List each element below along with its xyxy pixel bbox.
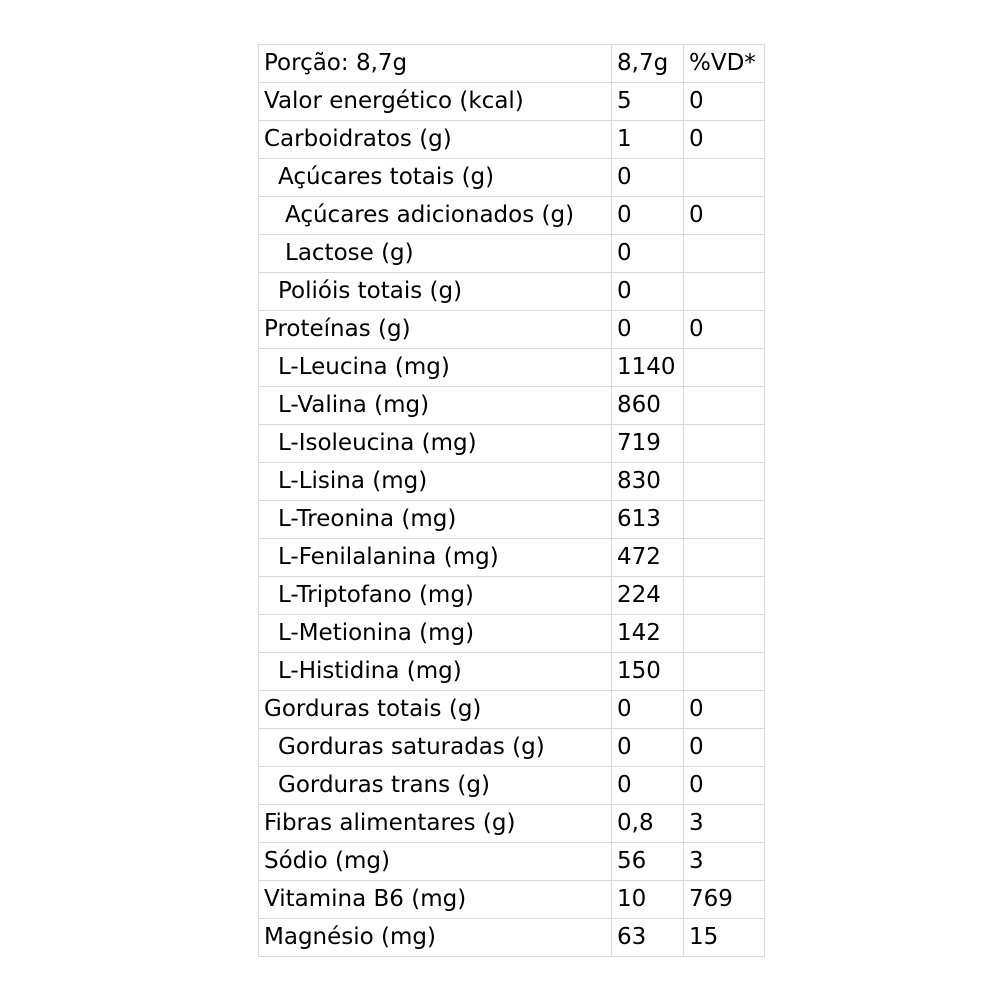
table-row bbox=[259, 311, 765, 349]
nutrient-daily-value: 3 bbox=[684, 805, 765, 843]
nutrient-amount: 0 bbox=[612, 691, 684, 729]
nutrient-amount: 472 bbox=[612, 539, 684, 577]
nutrient-amount: 860 bbox=[612, 387, 684, 425]
nutrient-name: Sódio (mg) bbox=[259, 843, 612, 881]
nutrient-name: Valor energético (kcal) bbox=[259, 83, 612, 121]
nutrient-amount: 224 bbox=[612, 577, 684, 615]
nutrient-name: L-Treonina (mg) bbox=[259, 501, 612, 539]
nutrition-facts-table bbox=[258, 44, 765, 957]
nutrient-amount: 1140 bbox=[612, 349, 684, 387]
nutrient-daily-value: 0 bbox=[684, 121, 765, 159]
nutrient-amount: 5 bbox=[612, 83, 684, 121]
nutrient-amount: 0,8 bbox=[612, 805, 684, 843]
nutrient-amount: 0 bbox=[612, 197, 684, 235]
nutrient-daily-value bbox=[684, 349, 765, 387]
nutrient-daily-value: 0 bbox=[684, 83, 765, 121]
nutrient-amount: 10 bbox=[612, 881, 684, 919]
nutrient-amount: 0 bbox=[612, 273, 684, 311]
nutrient-daily-value: 0 bbox=[684, 197, 765, 235]
nutrient-name: Lactose (g) bbox=[259, 235, 612, 273]
nutrient-amount: 1 bbox=[612, 121, 684, 159]
table-row bbox=[259, 919, 765, 957]
table-row bbox=[259, 83, 765, 121]
nutrient-name: Gorduras trans (g) bbox=[259, 767, 612, 805]
table-row bbox=[259, 197, 765, 235]
nutrient-daily-value bbox=[684, 387, 765, 425]
nutrient-daily-value bbox=[684, 425, 765, 463]
nutrient-amount: 613 bbox=[612, 501, 684, 539]
nutrient-name: Gorduras totais (g) bbox=[259, 691, 612, 729]
nutrient-daily-value: 0 bbox=[684, 311, 765, 349]
table-row bbox=[259, 45, 765, 83]
table-row bbox=[259, 349, 765, 387]
table-row bbox=[259, 843, 765, 881]
nutrient-name: L-Metionina (mg) bbox=[259, 615, 612, 653]
nutrient-amount: 142 bbox=[612, 615, 684, 653]
portion-label: Porção: 8,7g bbox=[259, 45, 612, 83]
nutrient-amount: 63 bbox=[612, 919, 684, 957]
table-row bbox=[259, 539, 765, 577]
nutrient-name: Vitamina B6 (mg) bbox=[259, 881, 612, 919]
nutrient-daily-value bbox=[684, 501, 765, 539]
portion-amount-header: 8,7g bbox=[612, 45, 684, 83]
nutrient-daily-value bbox=[684, 273, 765, 311]
nutrient-name: L-Leucina (mg) bbox=[259, 349, 612, 387]
table-row bbox=[259, 501, 765, 539]
table-row bbox=[259, 273, 765, 311]
nutrient-daily-value bbox=[684, 463, 765, 501]
table-row bbox=[259, 159, 765, 197]
nutrient-name: Proteínas (g) bbox=[259, 311, 612, 349]
nutrient-name: Gorduras saturadas (g) bbox=[259, 729, 612, 767]
table-row bbox=[259, 767, 765, 805]
nutrient-amount: 150 bbox=[612, 653, 684, 691]
nutrient-name: Magnésio (mg) bbox=[259, 919, 612, 957]
nutrient-name: L-Lisina (mg) bbox=[259, 463, 612, 501]
nutrient-name: L-Isoleucina (mg) bbox=[259, 425, 612, 463]
nutrient-daily-value bbox=[684, 653, 765, 691]
nutrient-daily-value: 15 bbox=[684, 919, 765, 957]
table-row bbox=[259, 729, 765, 767]
nutrient-amount: 0 bbox=[612, 159, 684, 197]
nutrient-daily-value bbox=[684, 577, 765, 615]
table-row bbox=[259, 121, 765, 159]
nutrient-daily-value: 0 bbox=[684, 729, 765, 767]
nutrient-amount: 0 bbox=[612, 729, 684, 767]
daily-value-header: %VD* bbox=[684, 45, 765, 83]
nutrient-name: Açúcares adicionados (g) bbox=[259, 197, 612, 235]
nutrition-table-body bbox=[259, 45, 765, 957]
table-row bbox=[259, 577, 765, 615]
nutrient-name: Carboidratos (g) bbox=[259, 121, 612, 159]
table-row bbox=[259, 387, 765, 425]
table-row bbox=[259, 805, 765, 843]
nutrient-daily-value bbox=[684, 235, 765, 273]
nutrient-daily-value: 0 bbox=[684, 767, 765, 805]
nutrient-daily-value bbox=[684, 159, 765, 197]
nutrient-name: L-Fenilalanina (mg) bbox=[259, 539, 612, 577]
table-row bbox=[259, 691, 765, 729]
table-row bbox=[259, 653, 765, 691]
table-row bbox=[259, 235, 765, 273]
table-row bbox=[259, 463, 765, 501]
nutrient-amount: 0 bbox=[612, 311, 684, 349]
nutrient-name: L-Valina (mg) bbox=[259, 387, 612, 425]
nutrient-amount: 719 bbox=[612, 425, 684, 463]
nutrient-daily-value: 3 bbox=[684, 843, 765, 881]
nutrient-name: Fibras alimentares (g) bbox=[259, 805, 612, 843]
nutrient-name: L-Triptofano (mg) bbox=[259, 577, 612, 615]
nutrient-amount: 830 bbox=[612, 463, 684, 501]
table-row bbox=[259, 425, 765, 463]
nutrient-amount: 0 bbox=[612, 767, 684, 805]
nutrient-daily-value: 769 bbox=[684, 881, 765, 919]
nutrient-daily-value: 0 bbox=[684, 691, 765, 729]
nutrient-amount: 56 bbox=[612, 843, 684, 881]
nutrient-name: L-Histidina (mg) bbox=[259, 653, 612, 691]
nutrient-amount: 0 bbox=[612, 235, 684, 273]
table-row bbox=[259, 881, 765, 919]
nutrient-name: Polióis totais (g) bbox=[259, 273, 612, 311]
nutrient-daily-value bbox=[684, 539, 765, 577]
nutrient-name: Açúcares totais (g) bbox=[259, 159, 612, 197]
table-row bbox=[259, 615, 765, 653]
nutrient-daily-value bbox=[684, 615, 765, 653]
